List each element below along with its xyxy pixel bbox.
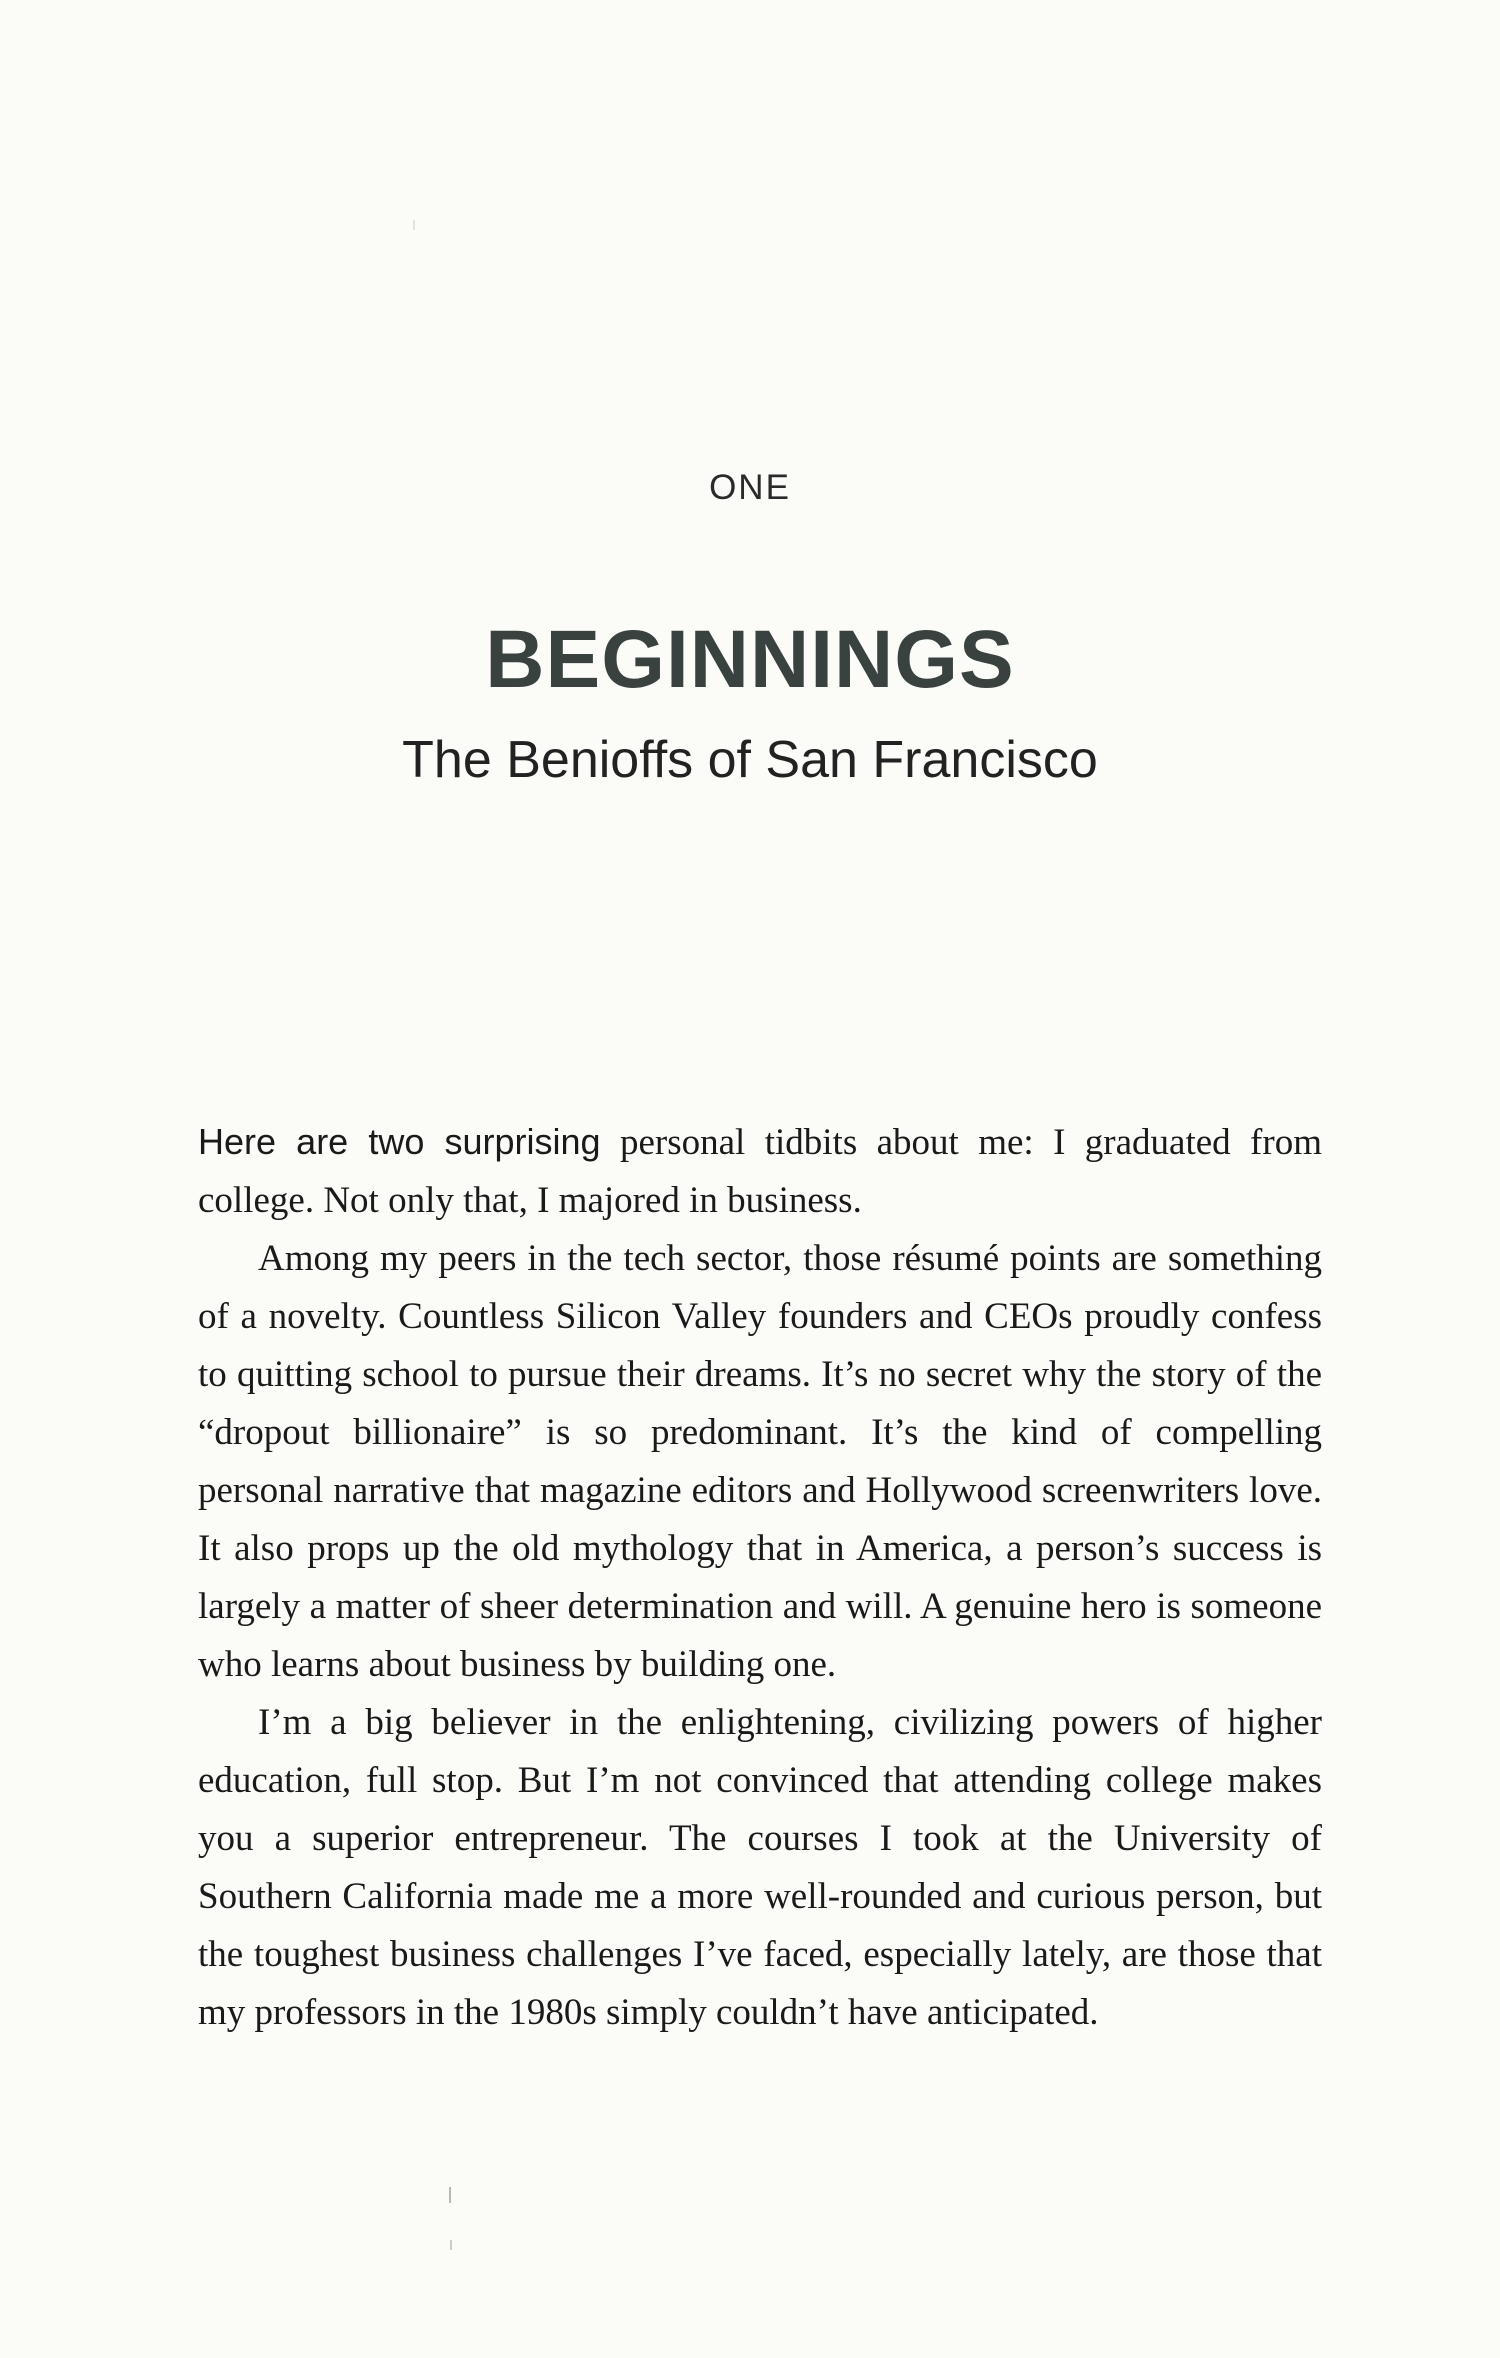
paragraph-1 xyxy=(198,1113,1322,1230)
scan-mark xyxy=(450,2240,452,2250)
chapter-number: ONE xyxy=(709,468,791,507)
paragraph-2: Among my peers in the tech sector, those résumé points are something of a novelty. Countless Silicon Valley founders and CEOs proudly confess to quitting school to pursue their dreams. It’s no secret why the story of the “dropout billionaire” is so predominant. It’s the kind of compelling personal narrative that magazine editors and Hollywood screenwriters love. It also props up the old mythology that in America, a person’s success is largely a matter of sheer determination and will. A genuine hero is someone who learns about business by building one. xyxy=(198,1238,1322,1685)
paragraph-1-lead-in: Here are two surprising xyxy=(198,1121,601,1162)
chapter-title: BEGINNINGS xyxy=(485,614,1015,705)
scan-mark xyxy=(413,220,415,230)
chapter-subtitle: The Benioffs of San Francisco xyxy=(402,731,1098,789)
paragraph-1-text: personal tidbits about me: I graduated from college. Not only that, I majored in business. xyxy=(198,1122,1322,1221)
paragraph-3: I’m a big believer in the enlightening, civilizing powers of higher education, full stop. But I’m not convinced that attending college makes you a superior entrepreneur. The courses I took at the University of Southern California made me a more well-rounded and curious person, but the toughest business challenges I’ve faced, especially lately, are those that my professors in the 1980s simply couldn’t have anticipated. xyxy=(198,1702,1322,2033)
chapter-body xyxy=(198,1113,1322,2042)
scan-mark xyxy=(449,2187,451,2203)
